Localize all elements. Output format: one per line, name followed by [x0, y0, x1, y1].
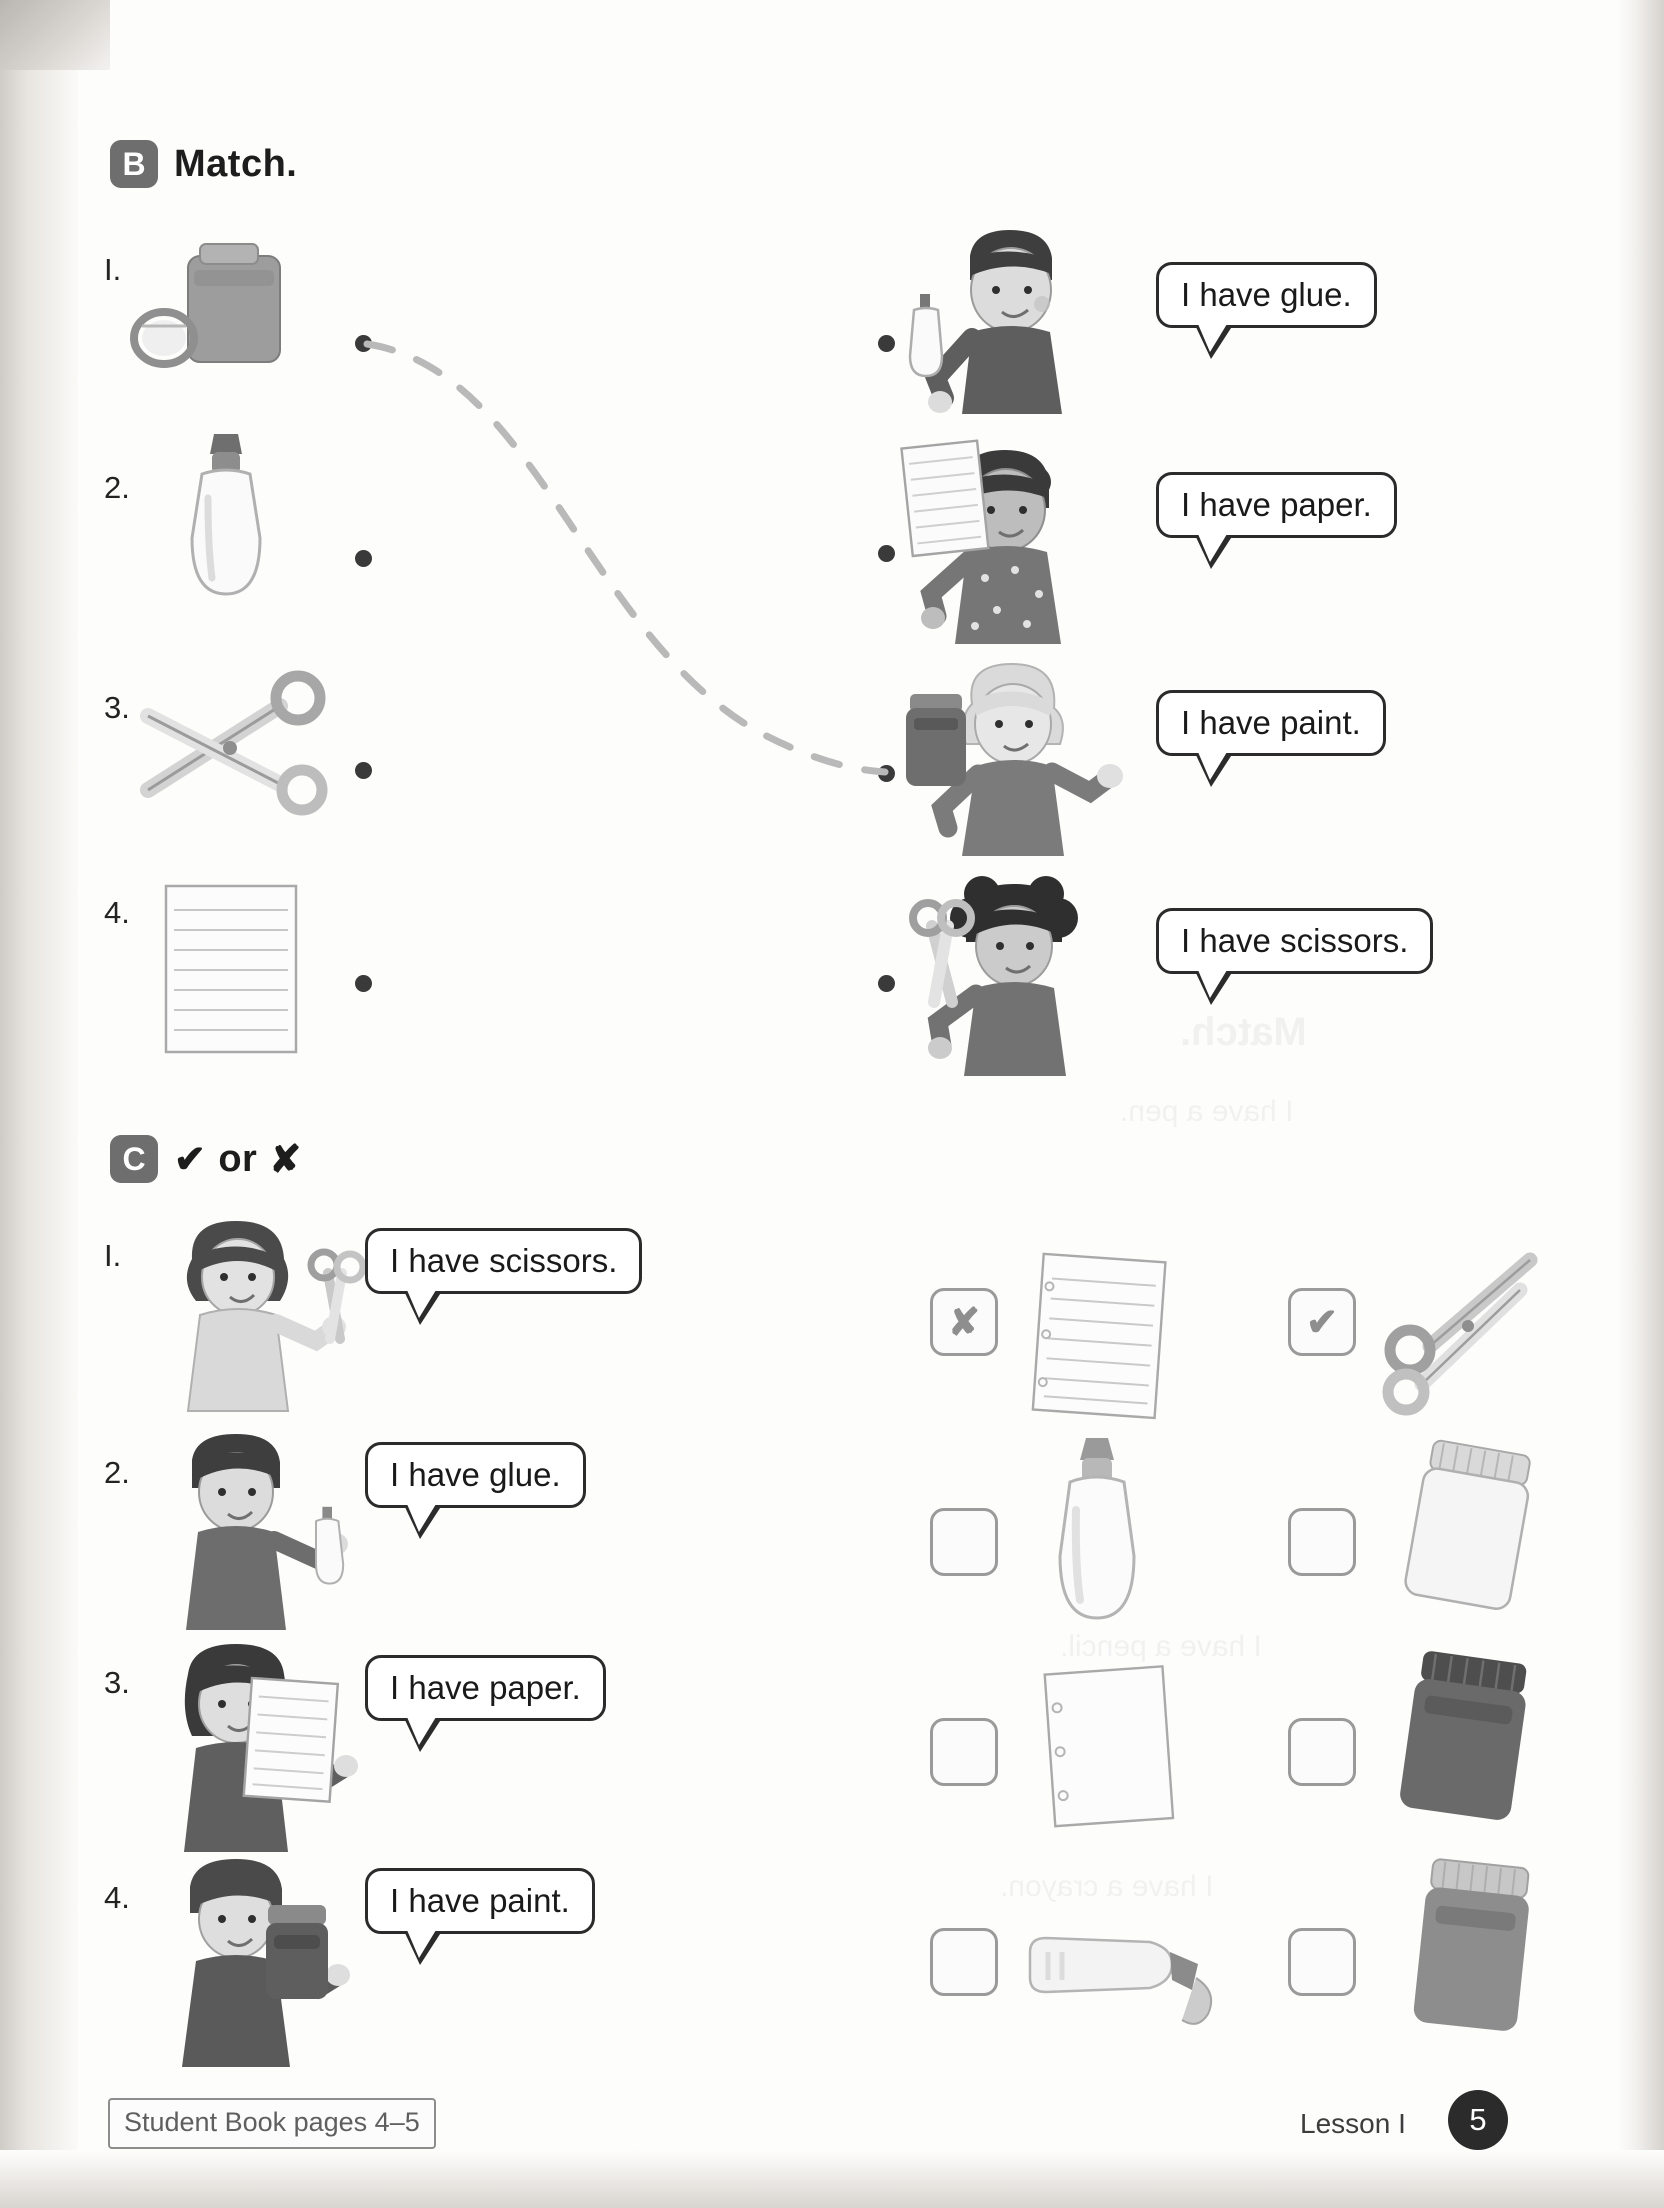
bubble-tail-inner [407, 1504, 436, 1532]
scissors-icon [1370, 1250, 1570, 1410]
speech-bubble-c4 [365, 1868, 595, 1934]
speech-bubble-c1 [365, 1228, 642, 1294]
speech-text-b3: I have paint. [1181, 704, 1361, 741]
section-b-badge: B [110, 140, 158, 188]
bubble-tail-inner [1198, 534, 1227, 562]
lined-paper-icon [1020, 1248, 1180, 1428]
match-dot-left-4[interactable] [355, 975, 372, 992]
speech-text-b1: I have glue. [1181, 276, 1352, 313]
paint-jar-light-icon [1385, 1442, 1565, 1622]
blank-paper-icon [1028, 1660, 1198, 1835]
paint-jar-icon [1390, 1858, 1570, 2048]
bleed-text-match: Match. [1180, 1010, 1307, 1054]
answer-box-c3-option2[interactable] [1288, 1718, 1356, 1786]
scissors-icon [130, 672, 340, 812]
section-c-cross-icon: ✘ [269, 1138, 302, 1181]
girl-with-scissors-icon [908, 880, 1128, 1080]
speech-bubble-b1 [1156, 262, 1377, 328]
girl-with-paper-icon [140, 1640, 380, 1855]
speech-text-c4: I have paint. [390, 1882, 570, 1919]
section-c-badge: C [110, 1135, 158, 1183]
section-c-header [110, 1135, 302, 1183]
section-c-check-icon: ✔ [174, 1138, 207, 1181]
page-right-edge-shadow [1618, 0, 1664, 2208]
paint-jar-icon [130, 240, 330, 380]
answer-box-c1-option1[interactable] [930, 1288, 998, 1356]
answer-box-c1-option2[interactable] [1288, 1288, 1356, 1356]
item-number-b4: 4. [104, 895, 130, 930]
item-number-c4: 4. [104, 1880, 130, 1915]
match-answer-line [355, 330, 915, 800]
answer-box-c2-option2[interactable] [1288, 1508, 1356, 1576]
speech-bubble-c3 [365, 1655, 606, 1721]
speech-text-b4: I have scissors. [1181, 922, 1409, 959]
boy-with-paint-icon [140, 1855, 380, 2070]
page-number-badge: 5 [1448, 2090, 1508, 2150]
bleed-text-pen: I have a pen. [1120, 1095, 1294, 1128]
speech-bubble-b4 [1156, 908, 1433, 974]
match-dot-right-4[interactable] [878, 975, 895, 992]
page-bottom-edge-shadow [0, 2150, 1664, 2208]
girl-with-scissors-icon [140, 1215, 360, 1415]
boy-with-glue-icon [140, 1430, 360, 1635]
answer-box-c4-option1[interactable] [930, 1928, 998, 1996]
section-b-header [110, 140, 297, 188]
boy-with-glue-icon [910, 228, 1120, 418]
section-c-or-label: or [218, 1137, 258, 1180]
bleed-text-pencil: I have a pencil. [1060, 1630, 1262, 1663]
bubble-tail-inner [1198, 752, 1227, 780]
cross-icon: ✘ [948, 1301, 980, 1344]
check-icon: ✔ [1306, 1301, 1338, 1344]
item-number-b2: 2. [104, 470, 130, 505]
speech-text-c1: I have scissors. [390, 1242, 618, 1279]
bubble-tail-inner [407, 1717, 436, 1745]
girl-with-paper-icon [905, 448, 1120, 648]
glue-bottle-icon [168, 428, 288, 608]
lesson-label: Lesson I [1300, 2108, 1406, 2139]
answer-box-c3-option1[interactable] [930, 1718, 998, 1786]
bubble-tail-inner [407, 1930, 436, 1958]
speech-bubble-c2 [365, 1442, 586, 1508]
lined-paper-icon [160, 880, 310, 1060]
speech-text-c2: I have glue. [390, 1456, 561, 1493]
answer-box-c2-option1[interactable] [930, 1508, 998, 1576]
item-number-c2: 2. [104, 1455, 130, 1490]
speech-bubble-b3 [1156, 690, 1386, 756]
student-book-pages-note: Student Book pages 4–5 [108, 2098, 436, 2149]
glue-bottle-icon [1030, 1432, 1170, 1632]
item-number-c1: I. [104, 1238, 122, 1273]
bubble-tail-inner [1198, 324, 1227, 352]
page-left-edge-shadow [0, 0, 78, 2208]
speech-text-c3: I have paper. [390, 1669, 581, 1706]
speech-bubble-b2 [1156, 472, 1397, 538]
answer-box-c4-option2[interactable] [1288, 1928, 1356, 1996]
bubble-tail-inner [407, 1290, 436, 1318]
paint-jar-dark-icon [1382, 1652, 1567, 1832]
item-number-b1: I. [104, 252, 122, 287]
girl-with-paint-icon [900, 660, 1150, 860]
speech-text-b2: I have paper. [1181, 486, 1372, 523]
bubble-tail-inner [1198, 970, 1227, 998]
item-number-c3: 3. [104, 1665, 130, 1700]
section-b-title: Match. [174, 142, 298, 185]
bleed-text-crayon: I have a crayon. [1000, 1870, 1214, 1903]
glue-tube-icon [1022, 1908, 1237, 2038]
page-corner-fold [0, 0, 110, 70]
item-number-b3: 3. [104, 690, 130, 725]
